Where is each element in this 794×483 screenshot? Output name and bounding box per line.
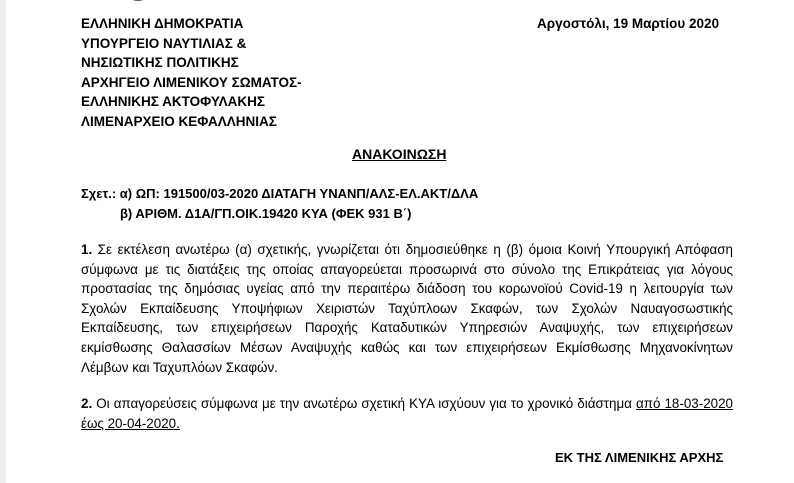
issuer-line: ΥΠΟΥΡΓΕΙΟ ΝΑΥΤΙΛΙΑΣ & <box>81 35 247 51</box>
page-edge <box>0 0 6 483</box>
document-title: ΑΝΑΚΟΙΝΩΣΗ <box>352 146 447 162</box>
validity-period: από 18-03-2020 έως 20-04-2020. <box>81 396 733 431</box>
signature-line: ΕΚ ΤΗΣ ΛΙΜΕΝΙΚΗΣ ΑΡΧΗΣ <box>555 450 724 465</box>
issuer-line: ΑΡΧΗΓΕΙΟ ΛΙΜΕΝΙΚΟΥ ΣΩΜΑΤΟΣ- <box>81 74 302 90</box>
issuer-line: ΕΛΛΗΝΙΚΗ ΔΗΜΟΚΡΑΤΙΑ <box>81 16 244 31</box>
issuer-block <box>81 14 302 132</box>
paragraph-2 <box>81 394 733 433</box>
reference-line-a: Σχετ.: α) ΩΠ: 191500/03-2020 ΔΙΑΤΑΓΗ ΥΝΑΝΠ/ΑΛΣ-ΕΛ.ΑΚΤ/ΔΛΑ <box>81 186 479 201</box>
paragraph-text: Σε εκτέλεση ανωτέρω (α) σχετικής, γνωρίζεται ότι δημοσιεύθηκε η (β) όμοια Κοινή Υπουργική Απόφαση σύμφωνα με τις διατάξεις της οποίας απαγορεύεται προσωρινά στο σύνολο της Επικράτειας για λόγους προστασίας της δημόσιας υγείας από την περαιτέρω διάδοση του κορωνοϊού Covid-19 η λειτουργία των Σχολών Εκπαίδευσης Υποψήφιων Χειριστών Ταχύπλοων Σκαφών, των Σχολών Ναυαγοσωστικής Εκπαίδευσης, των επιχειρήσεων Παροχής Καταδυτικών Υπηρεσιών Αναψυχής, των επιχειρήσεων εκμίσθωσης Θαλασσίων Μέσων Αναψυχής καθώς και των επιχειρήσεων Εκμίσθωσης Μηχανοκίνητων Λέμβων και Ταχυπλόων Σκαφών. <box>81 242 733 375</box>
issuer-line: ΝΗΣΙΩΤΙΚΗΣ ΠΟΛΙΤΙΚΗΣ <box>81 55 239 71</box>
issuer-line: ΕΛΛΗΝΙΚΗΣ ΑΚΤΟΦΥΛΑΚΗΣ <box>81 94 265 110</box>
issuer-line: ΛΙΜΕΝΑΡΧΕΙΟ ΚΕΦΑΛΛΗΝΙΑΣ <box>81 113 277 129</box>
paragraph-number: 1. <box>81 242 93 257</box>
coat-of-arms-icon <box>118 0 158 8</box>
paragraph-text: Οι απαγορεύσεις σύμφωνα με την ανωτέρω σχετική ΚΥΑ ισχύουν για το χρονικό διάστημα <box>92 396 636 411</box>
paragraph-1 <box>81 240 733 377</box>
document-date: Αργοστόλι, 19 Μαρτίου 2020 <box>537 16 720 31</box>
reference-line-b: β) ΑΡΙΘΜ. Δ1Α/ΓΠ.ΟΙΚ.19420 ΚΥΑ (ΦΕΚ 931 Β΄) <box>120 206 412 221</box>
paragraph-number: 2. <box>81 396 93 411</box>
